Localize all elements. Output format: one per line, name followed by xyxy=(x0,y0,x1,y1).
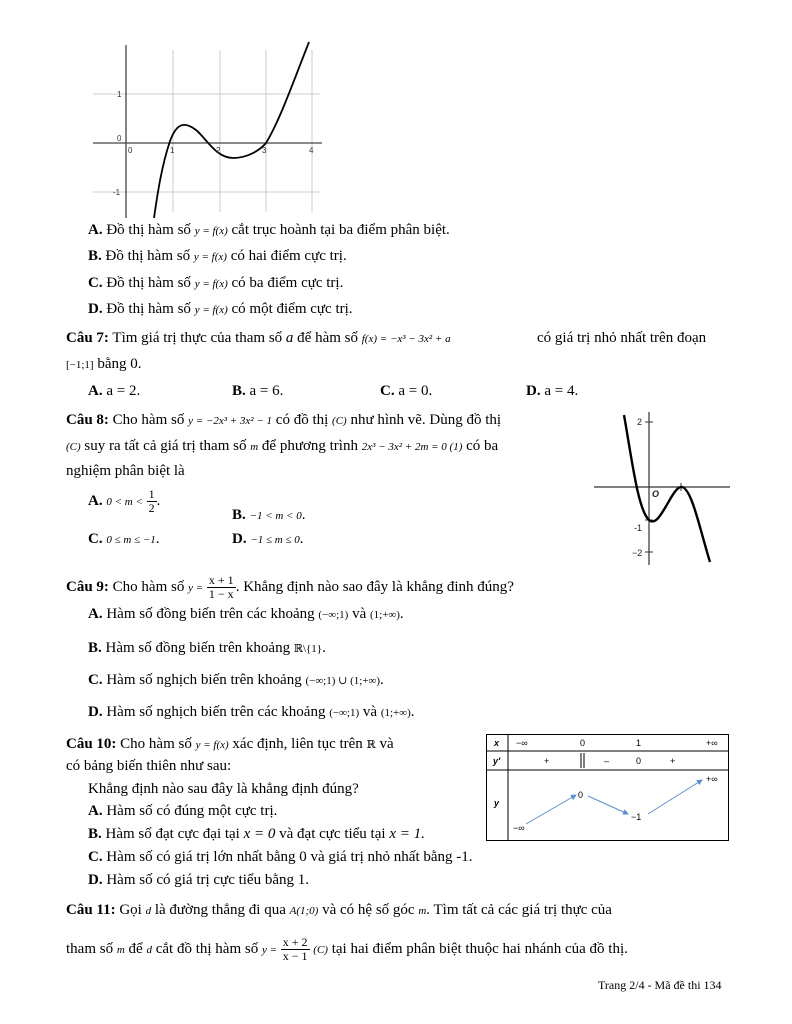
arrow-up-2 xyxy=(648,780,702,814)
y-tick-neg1: -1 xyxy=(113,188,121,197)
math-interval: [−1;1] xyxy=(66,359,94,371)
table-x-label: x xyxy=(494,738,500,748)
q10-option-c: C. Hàm số có giá trị lớn nhất bằng 0 và giá trị nhỏ nhất bằng -1. xyxy=(88,849,473,865)
origin-label: O xyxy=(652,489,660,499)
q11-line2: tham số m để d cắt đồ thị hàm số y = $\frac{x + 2}{x - 1}$ (C) tại hai điểm phân biệt thuộc hai nhánh của đồ thị. xyxy=(66,935,628,963)
x-tick-1: 1 xyxy=(170,146,175,155)
q8-graph xyxy=(592,410,732,570)
q8-option-b: B. −1 < m < 0. xyxy=(232,507,306,523)
option-text: có một điểm cực trị. xyxy=(231,301,353,317)
q6-option-a xyxy=(88,222,450,239)
y-tick-neg2: −2 xyxy=(632,548,643,558)
table-yp-plus1: + xyxy=(544,756,550,766)
y-tick-neg1: -1 xyxy=(634,523,643,533)
table-x-posinf: +∞ xyxy=(706,738,718,748)
q6-option-d xyxy=(88,301,353,318)
math-fn: y = f(x) xyxy=(194,278,228,290)
option-letter: B. xyxy=(88,248,102,264)
math-fn: y = f(x) xyxy=(194,304,228,316)
q7-line1 xyxy=(66,330,451,347)
q10-line2: có bảng biến thiên như sau: xyxy=(66,758,232,774)
math-fn: y = f(x) xyxy=(193,251,227,263)
question-label: Câu 8: xyxy=(66,412,109,428)
q7-option-c: C. a = 0. xyxy=(380,383,433,399)
table-yp-minus: – xyxy=(604,756,610,766)
option-letter: C. xyxy=(88,275,103,291)
arrow-down xyxy=(588,796,628,814)
question-label: Câu 10: xyxy=(66,736,117,752)
option-text: Đồ thị hàm số xyxy=(106,275,191,291)
q7-option-d: D. a = 4. xyxy=(526,383,579,399)
q10-option-b: B. Hàm số đạt cực đại tại x = 0 và đạt cực tiểu tại x = 1. xyxy=(88,826,425,842)
x-tick-2: 2 xyxy=(216,146,221,155)
q8-option-a: A. 0 < m < $\frac{1}{2}$ . xyxy=(88,487,161,515)
q10-line3: Khẳng định nào sau đây là khẳng định đúng? xyxy=(88,781,359,797)
function-curve xyxy=(624,415,710,562)
option-letter: A. xyxy=(88,222,103,238)
table-y-neg1: −1 xyxy=(631,812,642,822)
q8-option-d: D. −1 ≤ m ≤ 0. xyxy=(232,531,304,547)
table-x-neginf: −∞ xyxy=(516,738,528,748)
table-x-1: 1 xyxy=(636,738,642,748)
q7-option-a: A. a = 2. xyxy=(88,383,141,399)
option-text: cắt trục hoành tại ba điểm phân biệt. xyxy=(231,222,450,238)
q10-option-a: A. Hàm số có đúng một cực trị. xyxy=(88,803,278,819)
math-fn: y = −2x³ + 3x² − 1 xyxy=(188,415,273,427)
option-letter: D. xyxy=(88,301,103,317)
option-text: Đồ thị hàm số xyxy=(106,222,191,238)
q9-option-d: D. Hàm số nghịch biến trên các khoảng (−∞;1) và (1;+∞). xyxy=(88,704,415,720)
option-text: Đồ thị hàm số xyxy=(105,248,191,264)
x-tick-0: 0 xyxy=(128,146,133,155)
q8-line2: (C) suy ra tất cả giá trị tham số m để phương trình 2x³ − 3x² + 2m = 0 (1) có ba xyxy=(66,438,499,454)
q11-line1: Câu 11: Gọi d là đường thẳng đi qua A(1;0) và có hệ số góc m. Tìm tất cả các giá trị thực của xyxy=(66,902,612,918)
question-label: Câu 9: xyxy=(66,578,109,595)
q8-option-c: C. 0 ≤ m ≤ −1. xyxy=(88,531,160,547)
q7-option-b: B. a = 6. xyxy=(232,383,284,399)
option-text: có hai điểm cực trị. xyxy=(230,248,347,264)
q10-line1: Câu 10: Cho hàm số y = f(x) xác định, liên tục trên ℝ và xyxy=(66,736,394,752)
page-footer: Trang 2/4 - Mã đề thi 134 xyxy=(598,978,722,992)
y-tick-0: 0 xyxy=(117,134,122,143)
question-text: Tìm giá trị thực của tham số xyxy=(112,330,283,346)
question-label: Câu 11: xyxy=(66,902,116,918)
q9-option-b: B. Hàm số đồng biến trên khoảng ℝ\{1}. xyxy=(88,640,326,656)
question-text: bằng 0. xyxy=(97,356,142,372)
table-y-0: 0 xyxy=(578,790,584,800)
x-tick-4: 4 xyxy=(309,146,314,155)
q10-option-d: D. Hàm số có giá trị cực tiểu bằng 1. xyxy=(88,872,309,888)
q7-line2 xyxy=(66,356,142,373)
q8-line1: Câu 8: Cho hàm số y = −2x³ + 3x² − 1 có đồ thị (C) như hình vẽ. Dùng đồ thị xyxy=(66,412,502,428)
q8-line3: nghiệm phân biệt là xyxy=(66,463,185,479)
table-x-0: 0 xyxy=(580,738,586,748)
q9-option-a: A. Hàm số đồng biến trên các khoảng (−∞;1) và (1;+∞). xyxy=(88,606,404,622)
question-text: để hàm số xyxy=(297,330,358,346)
math-fn: y = f(x) xyxy=(194,225,228,237)
math-equation: 2x³ − 3x² + 2m = 0 (1) xyxy=(361,441,463,453)
table-y-neginf: −∞ xyxy=(513,823,525,833)
q9-option-c: C. Hàm số nghịch biến trên khoảng (−∞;1) ∪ (1;+∞). xyxy=(88,672,384,688)
table-yp-zero: 0 xyxy=(636,756,642,766)
table-yp-label: y' xyxy=(493,756,501,766)
q6-option-c xyxy=(88,275,343,292)
x-tick-3: 3 xyxy=(262,146,267,155)
q9-line1: Câu 9: Cho hàm số y = $\frac{x + 1}{1 - x}$ . Khẳng định nào sao đây là khẳng đinh đúng? xyxy=(66,573,514,601)
math-fraction: $\frac{x + 2}{x - 1}$ xyxy=(282,935,308,963)
math-fraction: $\frac{x + 1}{1 - x}$ xyxy=(208,573,234,601)
param: a xyxy=(285,330,294,346)
y-tick-1: 1 xyxy=(117,90,122,99)
table-y-posinf: +∞ xyxy=(706,774,718,784)
top-graph xyxy=(88,40,328,220)
table-y-label: y xyxy=(494,798,500,808)
arrow-up-1 xyxy=(526,795,576,824)
y-tick-2: 2 xyxy=(637,417,643,427)
q7-line1-end: có giá trị nhỏ nhất trên đoạn xyxy=(537,330,707,346)
option-text: Đồ thị hàm số xyxy=(106,301,191,317)
option-text: có ba điểm cực trị. xyxy=(231,275,344,291)
table-yp-plus2: + xyxy=(670,756,676,766)
variation-table xyxy=(486,734,729,841)
math-fn: f(x) = −x³ − 3x² + a xyxy=(361,333,451,345)
q6-option-b xyxy=(88,248,347,265)
question-label: Câu 7: xyxy=(66,330,109,346)
